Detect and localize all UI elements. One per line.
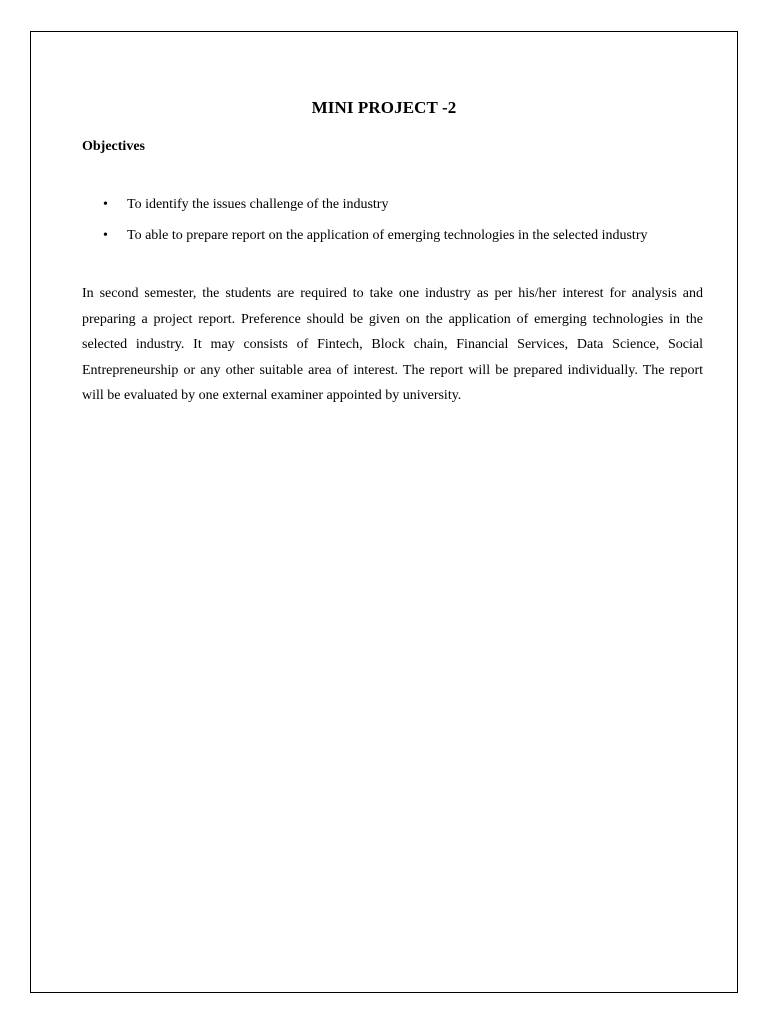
document-page [30,31,738,993]
objective-text: To able to prepare report on the application of emerging technologies in the selected industry [127,228,648,243]
objective-text: To identify the issues challenge of the industry [127,197,389,212]
objectives-list [82,195,647,257]
objectives-heading: Objectives [82,139,145,154]
body-paragraph: In second semester, the students are required to take one industry as per his/her interest for analysis and preparing a project report. Preference should be given on the application of emerging technologies in the selected industry. It may consists of Fintech, Block chain, Financial Services, Data Science, Social Entrepreneurship or any other suitable area of interest. The report will be prepared individually. The report will be evaluated by one external examiner appointed by university. [82,286,703,403]
page-title: MINI PROJECT -2 [311,98,457,117]
list-item [82,195,647,226]
list-item [82,226,647,257]
bullet-icon: • [103,228,108,243]
bullet-icon: • [103,197,108,212]
